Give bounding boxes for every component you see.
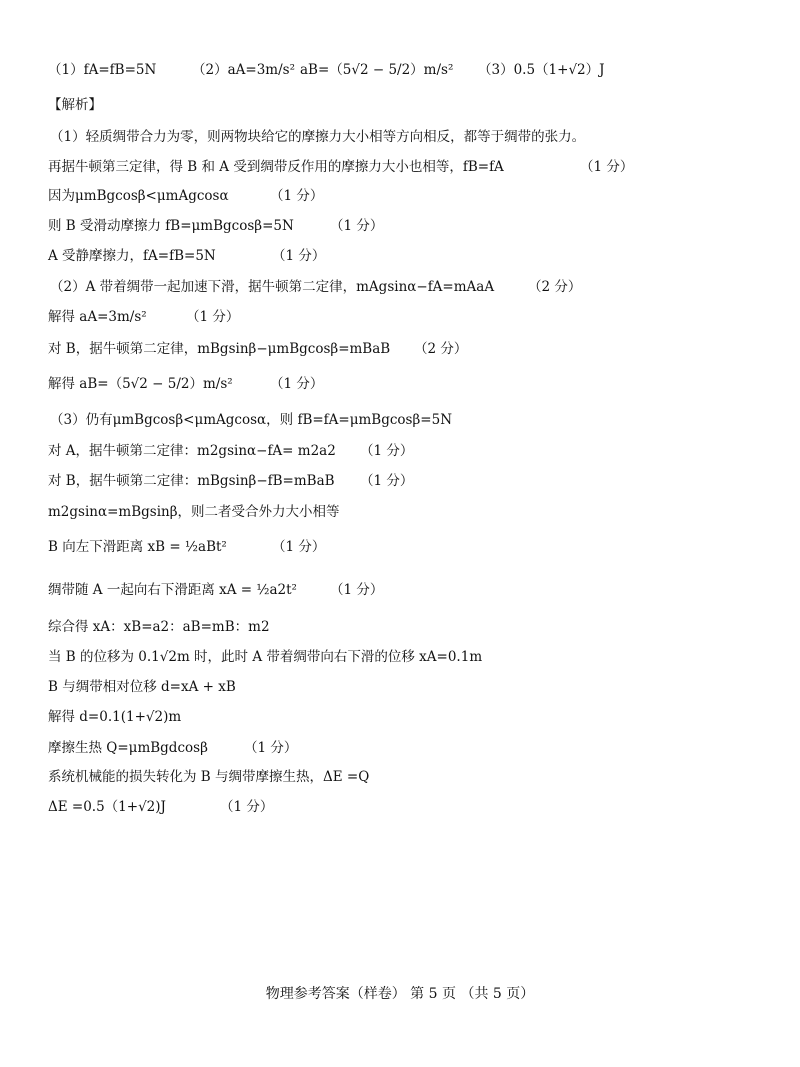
answer-3: （3）0.5（1+√2）J — [478, 62, 605, 78]
answer-2b: aB=（5√2 − 5/2）m/s² — [300, 62, 454, 78]
answer-1: （1）fA=fB=5N — [48, 62, 157, 78]
answer-2: （2）aA=3m/s² — [192, 62, 295, 78]
page-footer: 物理参考答案（样卷） 第 5 页 （共 5 页） — [265, 986, 535, 1002]
